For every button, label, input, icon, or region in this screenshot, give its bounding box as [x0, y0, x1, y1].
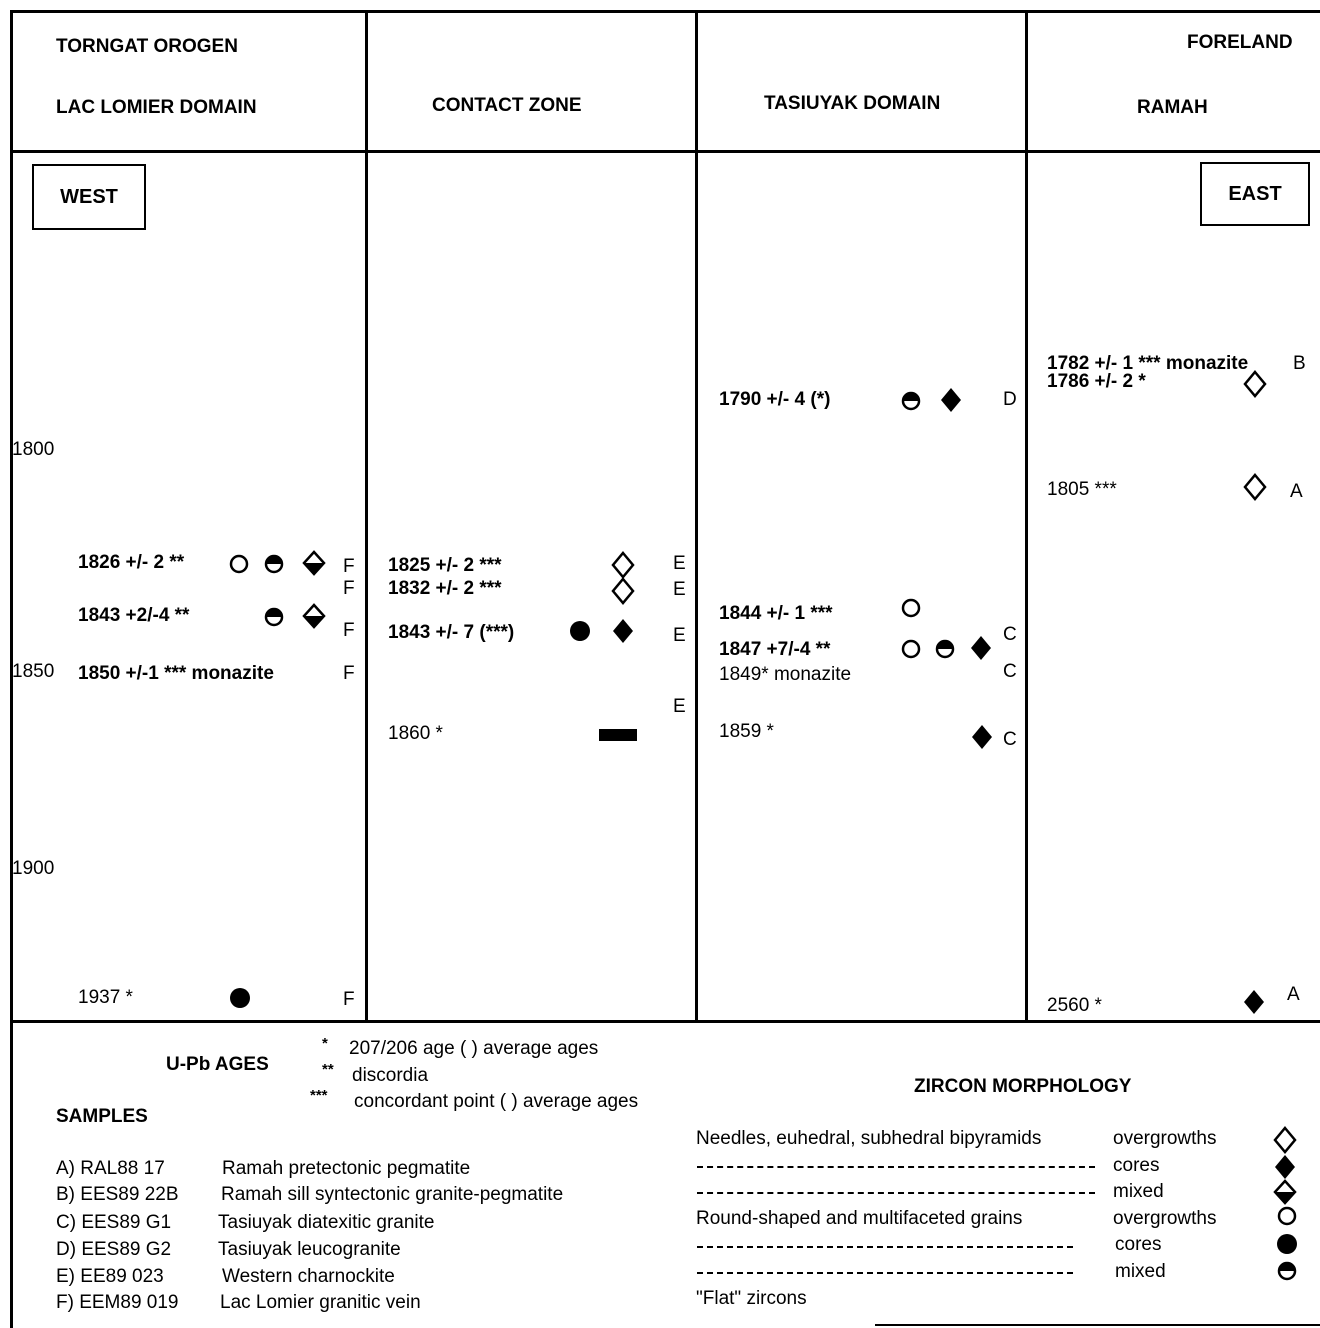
needle-mixed-icon: [301, 548, 327, 578]
sample-letter: E: [673, 696, 686, 717]
sample-desc: Lac Lomier granitic vein: [220, 1292, 421, 1313]
sample-code: C) EES89 G1: [56, 1212, 172, 1233]
age-label: 1843 +/- 7 (***): [388, 622, 515, 643]
upb-note: discordia: [352, 1065, 429, 1086]
upb-ages-title: U-Pb AGES: [166, 1054, 269, 1075]
orogen-header: TORNGAT OROGEN: [56, 36, 238, 57]
needle-cores-icon: [610, 616, 636, 646]
legend-separator: [10, 1020, 1320, 1023]
sample-letter: D: [1003, 389, 1017, 410]
upb-mark: **: [322, 1061, 334, 1078]
zircon-group: "Flat" zircons: [696, 1288, 807, 1309]
sample-letter: F: [343, 620, 355, 641]
sample-letter: F: [343, 989, 355, 1010]
age-label: 1786 +/- 2 *: [1047, 371, 1146, 392]
dashed-separator: [697, 1272, 1073, 1274]
sample-desc: Western charnockite: [222, 1266, 395, 1287]
round-mixed-icon: [263, 553, 285, 575]
age-label: 1860 *: [388, 723, 443, 744]
age-label: 1826 +/- 2 **: [78, 552, 185, 573]
needle-cores-icon: [969, 722, 995, 752]
zircon-type: cores: [1115, 1234, 1162, 1255]
needle-overgrowths-icon: [1272, 1125, 1298, 1155]
round-cores-icon: [568, 619, 592, 643]
contact-zone-header: CONTACT ZONE: [432, 95, 582, 116]
age-label: 1859 *: [719, 721, 774, 742]
age-label: 2560 *: [1047, 995, 1102, 1016]
zircon-type: mixed: [1115, 1261, 1166, 1282]
zircon-group: Round-shaped and multifaceted grains: [696, 1208, 1023, 1229]
needle-mixed-icon: [301, 601, 327, 631]
sample-code: F) EEM89 019: [56, 1292, 179, 1313]
age-label: 1843 +2/-4 **: [78, 605, 190, 626]
sample-code: E) EE89 023: [56, 1266, 164, 1287]
round-mixed-icon: [934, 638, 956, 660]
sample-desc: Tasiuyak diatexitic granite: [218, 1212, 435, 1233]
round-overgrowths-icon: [900, 638, 922, 660]
needle-overgrowths-icon: [610, 576, 636, 606]
header-separator: [10, 150, 1320, 153]
round-mixed-icon: [263, 606, 285, 628]
age-label: 1805 ***: [1047, 479, 1117, 500]
round-cores-icon: [1275, 1232, 1299, 1256]
age-label: 1832 +/- 2 ***: [388, 578, 502, 599]
round-overgrowths-icon: [900, 597, 922, 619]
column-divider-1: [365, 10, 368, 1022]
samples-title: SAMPLES: [56, 1106, 148, 1127]
dashed-separator: [697, 1166, 1095, 1168]
age-label: 1849* monazite: [719, 664, 852, 685]
foreland-header: FORELAND: [1187, 32, 1293, 53]
zircon-morphology-title: ZIRCON MORPHOLOGY: [914, 1076, 1132, 1097]
needle-overgrowths-icon: [1242, 369, 1268, 399]
sample-letter: A: [1290, 481, 1303, 502]
upb-note: concordant point ( ) average ages: [354, 1091, 639, 1112]
round-mixed-icon: [900, 390, 922, 412]
zircon-type: overgrowths: [1113, 1208, 1217, 1229]
needle-cores-icon: [968, 633, 994, 663]
age-label: 1790 +/- 4 (*): [719, 389, 831, 410]
sample-letter: C: [1003, 729, 1017, 750]
tasiuyak-header: TASIUYAK DOMAIN: [764, 93, 941, 114]
round-mixed-icon: [1276, 1260, 1298, 1282]
west-box: WEST: [32, 164, 146, 230]
sample-code: A) RAL88 17: [56, 1158, 165, 1179]
sample-letter: E: [673, 553, 686, 574]
age-label: 1844 +/- 1 ***: [719, 603, 833, 624]
sample-letter: F: [343, 663, 355, 684]
round-overgrowths-icon: [1276, 1205, 1298, 1227]
age-label: 1937 *: [78, 987, 133, 1008]
sample-desc: Ramah pretectonic pegmatite: [222, 1158, 471, 1179]
sample-letter: F: [343, 556, 355, 577]
sample-letter: E: [673, 579, 686, 600]
dashed-separator: [697, 1192, 1095, 1194]
upb-note: 207/206 age ( ) average ages: [349, 1038, 599, 1059]
age-label: 1850 +/-1 *** monazite: [78, 663, 274, 684]
east-box: EAST: [1200, 162, 1310, 226]
sample-letter: B: [1293, 353, 1306, 374]
needle-cores-icon: [938, 385, 964, 415]
age-label: 1782 +/- 1 *** monazite: [1047, 353, 1249, 374]
dashed-separator: [697, 1246, 1073, 1248]
round-overgrowths-icon: [228, 553, 250, 575]
sample-desc: Ramah sill syntectonic granite-pegmatite: [221, 1184, 564, 1205]
tick-1850: 1850: [12, 661, 55, 682]
zircon-group: Needles, euhedral, subhedral bipyramids: [696, 1128, 1042, 1149]
zircon-type: overgrowths: [1113, 1128, 1217, 1149]
lac-lomier-header: LAC LOMIER DOMAIN: [56, 97, 257, 118]
flat-zircon-icon: [599, 729, 637, 741]
age-label: 1847 +7/-4 **: [719, 639, 831, 660]
zircon-type: mixed: [1113, 1181, 1164, 1202]
sample-letter: C: [1003, 661, 1017, 682]
sample-desc: Tasiuyak leucogranite: [218, 1239, 401, 1260]
round-cores-icon: [228, 986, 252, 1010]
upb-mark: ***: [310, 1087, 328, 1104]
sample-letter: E: [673, 625, 686, 646]
column-divider-3: [1025, 10, 1028, 1022]
needle-cores-icon: [1241, 987, 1267, 1017]
sample-letter: C: [1003, 624, 1017, 645]
zircon-type: cores: [1113, 1155, 1160, 1176]
needle-mixed-icon: [1272, 1177, 1298, 1207]
upb-mark: *: [322, 1035, 328, 1052]
ramah-header: RAMAH: [1137, 97, 1208, 118]
sample-letter: F: [343, 578, 355, 599]
frame-top: [10, 10, 1320, 13]
tick-1900: 1900: [12, 858, 55, 879]
sample-code: B) EES89 22B: [56, 1184, 179, 1205]
sample-code: D) EES89 G2: [56, 1239, 172, 1260]
needle-overgrowths-icon: [1242, 472, 1268, 502]
age-label: 1825 +/- 2 ***: [388, 555, 502, 576]
column-divider-2: [695, 10, 698, 1022]
bottom-rule: [875, 1324, 1320, 1326]
tick-1800: 1800: [12, 439, 55, 460]
sample-letter: A: [1287, 984, 1300, 1005]
